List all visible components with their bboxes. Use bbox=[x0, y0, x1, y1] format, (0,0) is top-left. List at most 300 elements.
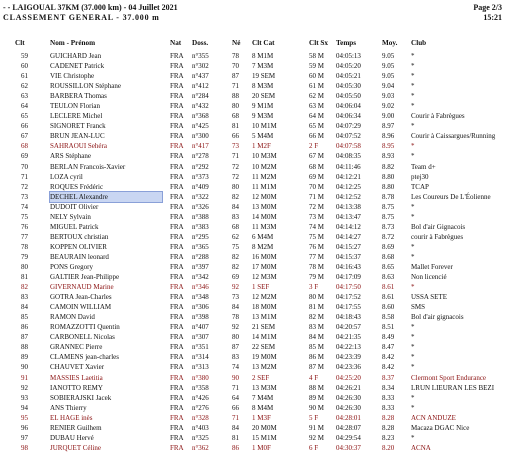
cell-club: * bbox=[411, 403, 415, 412]
cell-bib: n°314 bbox=[192, 353, 209, 362]
table-row bbox=[0, 242, 512, 252]
cell-cat-rank: 2 SEF bbox=[252, 373, 270, 382]
cell-name: EL HAGE inès bbox=[50, 413, 93, 422]
table-row bbox=[0, 413, 512, 423]
cell-nat: FRA bbox=[170, 122, 184, 131]
cell-club: * bbox=[411, 242, 415, 251]
cell-born: 87 bbox=[232, 343, 239, 352]
table-row bbox=[0, 302, 512, 312]
cell-name: GALTIER Jean-Philippe bbox=[50, 273, 120, 282]
cell-nat: FRA bbox=[170, 112, 184, 121]
cell-born: 62 bbox=[232, 232, 239, 241]
cell-name: VIE Christophe bbox=[50, 72, 95, 81]
cell-rank: 97 bbox=[21, 433, 28, 442]
cell-rank: 74 bbox=[21, 202, 28, 211]
cell-time: 04:21:35 bbox=[336, 333, 361, 342]
cell-name: NELY Sylvain bbox=[50, 212, 91, 221]
cell-rank: 64 bbox=[21, 102, 28, 111]
cell-cat-rank: 12 M0M bbox=[252, 192, 277, 201]
cell-speed: 8.23 bbox=[382, 433, 395, 442]
cell-born: 82 bbox=[232, 192, 239, 201]
cell-speed: 8.28 bbox=[382, 413, 395, 422]
cell-born: 80 bbox=[232, 102, 239, 111]
cell-sex-rank: 79 M bbox=[309, 273, 324, 282]
col-cat: Clt Cat bbox=[252, 39, 275, 47]
cell-rank: 86 bbox=[21, 323, 28, 332]
cell-club: Courir à Fabrègues bbox=[411, 112, 465, 121]
cell-speed: 8.49 bbox=[382, 333, 395, 342]
cell-name: ROMAZZOTTI Quentin bbox=[50, 323, 120, 332]
cell-club: USSA SETE bbox=[411, 293, 447, 302]
cell-time: 04:05:21 bbox=[336, 72, 361, 81]
cell-sex-rank: 75 M bbox=[309, 232, 324, 241]
cell-born: 82 bbox=[232, 252, 239, 261]
cell-time: 04:17:50 bbox=[336, 283, 361, 292]
cell-born: 80 bbox=[232, 182, 239, 191]
cell-time: 04:26:30 bbox=[336, 403, 361, 412]
cell-bib: n°380 bbox=[192, 373, 209, 382]
cell-rank: 77 bbox=[21, 232, 28, 241]
cell-born: 68 bbox=[232, 222, 239, 231]
table-row bbox=[0, 51, 512, 61]
cell-sex-rank: 83 M bbox=[309, 323, 324, 332]
col-club: Club bbox=[411, 39, 427, 47]
cell-bib: n°437 bbox=[192, 72, 209, 81]
cell-born: 90 bbox=[232, 373, 239, 382]
cell-speed: 8.80 bbox=[382, 182, 395, 191]
cell-speed: 9.05 bbox=[382, 52, 395, 60]
table-row bbox=[0, 182, 512, 192]
cell-speed: 9.05 bbox=[382, 72, 395, 81]
cell-sex-rank: 87 M bbox=[309, 363, 324, 372]
cell-born: 84 bbox=[232, 303, 239, 312]
table-row bbox=[0, 272, 512, 282]
cell-cat-rank: 21 SEM bbox=[252, 323, 276, 332]
cell-rank: 63 bbox=[21, 92, 28, 101]
cell-time: 04:06:34 bbox=[336, 112, 361, 121]
cell-name: GOTRA Jean-Charles bbox=[50, 293, 112, 302]
table-row bbox=[0, 342, 512, 352]
cell-time: 04:12:25 bbox=[336, 182, 361, 191]
table-row bbox=[0, 252, 512, 262]
cell-born: 80 bbox=[232, 333, 239, 342]
cell-nat: FRA bbox=[170, 52, 184, 60]
cell-rank: 70 bbox=[21, 162, 28, 171]
cell-rank: 83 bbox=[21, 293, 28, 302]
cell-speed: 8.47 bbox=[382, 343, 395, 352]
cell-bib: n°426 bbox=[192, 393, 209, 402]
cell-born: 69 bbox=[232, 273, 239, 282]
cell-cat-rank: 6 M4M bbox=[252, 232, 274, 241]
cell-rank: 73 bbox=[21, 192, 28, 201]
cell-cat-rank: 9 M1M bbox=[252, 102, 274, 111]
cell-club: Bol d'air Gignacois bbox=[411, 222, 466, 231]
cell-cat-rank: 14 M0M bbox=[252, 212, 277, 221]
cell-time: 04:15:27 bbox=[336, 242, 361, 251]
cell-club: * bbox=[411, 283, 415, 292]
cell-speed: 8.28 bbox=[382, 423, 395, 432]
print-time: 15:21 bbox=[483, 13, 502, 22]
cell-speed: 9.04 bbox=[382, 82, 395, 91]
cell-sex-rank: 76 M bbox=[309, 242, 324, 251]
cell-born: 66 bbox=[232, 403, 239, 412]
cell-sex-rank: 61 M bbox=[309, 82, 324, 91]
cell-rank: 79 bbox=[21, 252, 28, 261]
cell-club: ACNA bbox=[411, 443, 431, 452]
cell-bib: n°388 bbox=[192, 212, 209, 221]
cell-club: * bbox=[411, 122, 415, 131]
cell-cat-rank: 1 M3F bbox=[252, 413, 271, 422]
cell-cat-rank: 15 M1M bbox=[252, 433, 277, 442]
cell-cat-rank: 20 M0M bbox=[252, 423, 277, 432]
table-row bbox=[0, 121, 512, 131]
cell-name: CADENET Patrick bbox=[50, 62, 105, 71]
cell-bib: n°383 bbox=[192, 222, 209, 231]
cell-rank: 89 bbox=[21, 353, 28, 362]
cell-sex-rank: 78 M bbox=[309, 262, 324, 271]
cell-name: MIGUEL Patrick bbox=[50, 222, 99, 231]
cell-sex-rank: 5 F bbox=[309, 413, 319, 422]
cell-rank: 65 bbox=[21, 112, 28, 121]
cell-nat: FRA bbox=[170, 353, 184, 362]
cell-bib: n°302 bbox=[192, 62, 209, 71]
cell-rank: 75 bbox=[21, 212, 28, 221]
table-row bbox=[0, 322, 512, 332]
cell-speed: 8.72 bbox=[382, 232, 395, 241]
cell-time: 04:17:09 bbox=[336, 273, 361, 282]
cell-club: Courir à Caissargues/Running bbox=[411, 132, 496, 141]
cell-time: 04:07:58 bbox=[336, 142, 361, 151]
cell-nat: FRA bbox=[170, 192, 184, 201]
cell-name: ROUSSILLON Stéphane bbox=[50, 82, 121, 91]
cell-nat: FRA bbox=[170, 413, 184, 422]
cell-born: 84 bbox=[232, 423, 239, 432]
cell-cat-rank: 12 M3M bbox=[252, 273, 277, 282]
cell-speed: 8.51 bbox=[382, 323, 395, 332]
cell-bib: n°355 bbox=[192, 52, 209, 60]
race-title: - - LAIGOUAL 37KM (37.000 km) - 04 Juillet 2021 bbox=[3, 3, 178, 12]
cell-bib: n°346 bbox=[192, 283, 209, 292]
cell-rank: 82 bbox=[21, 283, 28, 292]
cell-bib: n°295 bbox=[192, 232, 209, 241]
table-row bbox=[0, 192, 512, 202]
cell-speed: 9.03 bbox=[382, 92, 395, 101]
cell-sex-rank: 58 M bbox=[309, 52, 324, 60]
cell-time: 04:07:29 bbox=[336, 122, 361, 131]
cell-nat: FRA bbox=[170, 403, 184, 412]
cell-rank: 62 bbox=[21, 82, 28, 91]
table-row bbox=[0, 373, 512, 383]
cell-bib: n°276 bbox=[192, 403, 209, 412]
cell-time: 04:23:36 bbox=[336, 363, 361, 372]
cell-sex-rank: 92 M bbox=[309, 433, 324, 442]
cell-club: TCAP bbox=[411, 182, 429, 191]
cell-club: SMS bbox=[411, 303, 426, 312]
cell-sex-rank: 64 M bbox=[309, 112, 324, 121]
cell-speed: 8.65 bbox=[382, 262, 395, 271]
cell-nat: FRA bbox=[170, 222, 184, 231]
cell-name: LOZA cyril bbox=[50, 172, 83, 181]
cell-sex-rank: 85 M bbox=[309, 343, 324, 352]
cell-bib: n°417 bbox=[192, 142, 209, 151]
cell-bib: n°373 bbox=[192, 172, 209, 181]
cell-bib: n°398 bbox=[192, 313, 209, 322]
cell-name: CLAMENS jean-charles bbox=[50, 353, 120, 362]
cell-club: * bbox=[411, 393, 415, 402]
cell-nat: FRA bbox=[170, 293, 184, 302]
cell-rank: 87 bbox=[21, 333, 28, 342]
cell-club: Mallet Forever bbox=[411, 262, 453, 271]
cell-speed: 8.34 bbox=[382, 383, 395, 392]
cell-time: 04:30:37 bbox=[336, 443, 361, 452]
cell-name: DUDOIT Olivier bbox=[50, 202, 99, 211]
cell-time: 04:14:12 bbox=[336, 222, 361, 231]
cell-club: Non licencié bbox=[411, 273, 447, 282]
cell-nat: FRA bbox=[170, 393, 184, 402]
cell-born: 82 bbox=[232, 262, 239, 271]
cell-bib: n°403 bbox=[192, 423, 209, 432]
cell-rank: 59 bbox=[21, 52, 28, 60]
table-row bbox=[0, 332, 512, 342]
column-header-row bbox=[0, 37, 512, 49]
col-clt: Clt bbox=[15, 39, 25, 47]
cell-club: * bbox=[411, 323, 415, 332]
table-row bbox=[0, 383, 512, 393]
cell-rank: 88 bbox=[21, 343, 28, 352]
table-row bbox=[0, 222, 512, 232]
cell-cat-rank: 18 M0M bbox=[252, 303, 277, 312]
table-row bbox=[0, 212, 512, 222]
cell-cat-rank: 5 M4M bbox=[252, 132, 274, 141]
cell-speed: 8.63 bbox=[382, 273, 395, 282]
table-row bbox=[0, 282, 512, 292]
cell-speed: 8.37 bbox=[382, 373, 395, 382]
cell-speed: 8.96 bbox=[382, 132, 395, 141]
cell-time: 04:29:54 bbox=[336, 433, 361, 442]
cell-born: 74 bbox=[232, 363, 239, 372]
cell-sex-rank: 4 F bbox=[309, 373, 319, 382]
cell-name: ARS Stéphane bbox=[50, 152, 92, 161]
cell-sex-rank: 77 M bbox=[309, 252, 324, 261]
cell-club: * bbox=[411, 333, 415, 342]
cell-born: 88 bbox=[232, 92, 239, 101]
cell-cat-rank: 19 M0M bbox=[252, 353, 277, 362]
cell-nat: FRA bbox=[170, 252, 184, 261]
cell-rank: 61 bbox=[21, 72, 28, 81]
cell-name: IANOTTO REMY bbox=[50, 383, 103, 392]
cell-bib: n°368 bbox=[192, 112, 209, 121]
cell-cat-rank: 11 M1M bbox=[252, 182, 277, 191]
cell-born: 71 bbox=[232, 82, 239, 91]
cell-cat-rank: 9 M3M bbox=[252, 112, 274, 121]
cell-bib: n°358 bbox=[192, 383, 209, 392]
cell-rank: 67 bbox=[21, 132, 28, 141]
cell-time: 04:18:43 bbox=[336, 313, 361, 322]
table-row bbox=[0, 162, 512, 172]
cell-sex-rank: 91 M bbox=[309, 423, 324, 432]
cell-time: 04:22:13 bbox=[336, 343, 361, 352]
cell-speed: 9.02 bbox=[382, 102, 395, 111]
table-row bbox=[0, 262, 512, 272]
cell-time: 04:05:50 bbox=[336, 92, 361, 101]
cell-speed: 8.61 bbox=[382, 293, 395, 302]
cell-cat-rank: 11 M2M bbox=[252, 172, 277, 181]
table-row bbox=[0, 423, 512, 433]
cell-speed: 8.58 bbox=[382, 313, 395, 322]
col-sx: Clt Sx bbox=[309, 39, 328, 47]
cell-time: 04:20:57 bbox=[336, 323, 361, 332]
cell-cat-rank: 7 M3M bbox=[252, 62, 274, 71]
cell-sex-rank: 90 M bbox=[309, 403, 324, 412]
cell-bib: n°362 bbox=[192, 443, 209, 452]
cell-born: 68 bbox=[232, 112, 239, 121]
cell-name: RENIER Guilhem bbox=[50, 423, 102, 432]
table-row bbox=[0, 141, 512, 151]
cell-born: 71 bbox=[232, 383, 239, 392]
cell-sex-rank: 81 M bbox=[309, 303, 324, 312]
cell-name: LECLERE Michel bbox=[50, 112, 103, 121]
cell-cat-rank: 1 M0F bbox=[252, 443, 271, 452]
cell-rank: 69 bbox=[21, 152, 28, 161]
cell-cat-rank: 17 M0M bbox=[252, 262, 277, 271]
cell-name: SAHRAOUI Sehéra bbox=[50, 142, 107, 151]
cell-time: 04:12:52 bbox=[336, 192, 361, 201]
cell-sex-rank: 68 M bbox=[309, 162, 324, 171]
cell-speed: 9.05 bbox=[382, 62, 395, 71]
cell-bib: n°351 bbox=[192, 343, 209, 352]
table-row bbox=[0, 433, 512, 443]
cell-bib: n°288 bbox=[192, 252, 209, 261]
cell-born: 71 bbox=[232, 152, 239, 161]
cell-sex-rank: 2 F bbox=[309, 142, 319, 151]
cell-club: Macaza DGAC Nice bbox=[411, 423, 470, 432]
cell-nat: FRA bbox=[170, 142, 184, 151]
cell-sex-rank: 73 M bbox=[309, 212, 324, 221]
cell-cat-rank: 20 SEM bbox=[252, 92, 276, 101]
cell-nat: FRA bbox=[170, 363, 184, 372]
cell-club: * bbox=[411, 52, 415, 60]
cell-name: CHAUVET Xavier bbox=[50, 363, 105, 372]
cell-bib: n°322 bbox=[192, 192, 209, 201]
table-row bbox=[0, 202, 512, 212]
cell-born: 66 bbox=[232, 132, 239, 141]
cell-club: * bbox=[411, 433, 415, 442]
cell-nat: FRA bbox=[170, 92, 184, 101]
cell-nat: FRA bbox=[170, 313, 184, 322]
cell-name: SIGNORET Franck bbox=[50, 122, 106, 131]
cell-sex-rank: 67 M bbox=[309, 152, 324, 161]
cell-club: courir à Fabrègues bbox=[411, 232, 464, 241]
cell-rank: 93 bbox=[21, 393, 28, 402]
table-row bbox=[0, 81, 512, 91]
cell-cat-rank: 13 M0M bbox=[252, 202, 277, 211]
cell-club: Les Coureurs De L'Éolienne bbox=[411, 192, 491, 201]
cell-cat-rank: 7 M4M bbox=[252, 393, 274, 402]
cell-speed: 8.60 bbox=[382, 303, 395, 312]
cell-name: BARBERA Thomas bbox=[50, 92, 107, 101]
cell-club: * bbox=[411, 142, 415, 151]
cell-club: * bbox=[411, 62, 415, 71]
cell-cat-rank: 8 M4M bbox=[252, 403, 274, 412]
cell-nat: FRA bbox=[170, 283, 184, 292]
table-row bbox=[0, 403, 512, 413]
cell-born: 73 bbox=[232, 142, 239, 151]
cell-club: * bbox=[411, 92, 415, 101]
cell-speed: 8.95 bbox=[382, 142, 395, 151]
cell-speed: 8.20 bbox=[382, 443, 395, 452]
col-moy: Moy. bbox=[382, 39, 398, 47]
cell-sex-rank: 88 M bbox=[309, 383, 324, 392]
cell-nat: FRA bbox=[170, 343, 184, 352]
cell-nat: FRA bbox=[170, 232, 184, 241]
cell-name: KOPPEN OLIVIER bbox=[50, 242, 107, 251]
cell-sex-rank: 80 M bbox=[309, 293, 324, 302]
cell-cat-rank: 22 SEM bbox=[252, 343, 276, 352]
cell-sex-rank: 70 M bbox=[309, 182, 324, 191]
cell-born: 70 bbox=[232, 62, 239, 71]
page-number: Page 2/3 bbox=[473, 3, 502, 12]
table-row bbox=[0, 91, 512, 101]
cell-rank: 66 bbox=[21, 122, 28, 131]
cell-nat: FRA bbox=[170, 132, 184, 141]
cell-name: RAMON David bbox=[50, 313, 95, 322]
cell-cat-rank: 10 M2M bbox=[252, 162, 277, 171]
table-row bbox=[0, 71, 512, 81]
cell-name: TEULON Florian bbox=[50, 102, 100, 111]
cell-time: 04:05:20 bbox=[336, 62, 361, 71]
cell-sex-rank: 71 M bbox=[309, 192, 324, 201]
cell-cat-rank: 13 M2M bbox=[252, 363, 277, 372]
cell-sex-rank: 62 M bbox=[309, 92, 324, 101]
cell-rank: 95 bbox=[21, 413, 28, 422]
cell-rank: 84 bbox=[21, 303, 28, 312]
cell-name: GUICHARD Jean bbox=[50, 52, 102, 60]
cell-sex-rank: 69 M bbox=[309, 172, 324, 181]
cell-speed: 8.33 bbox=[382, 393, 395, 402]
col-doss: Doss. bbox=[192, 39, 209, 47]
cell-born: 92 bbox=[232, 323, 239, 332]
table-row bbox=[0, 61, 512, 71]
cell-born: 87 bbox=[232, 72, 239, 81]
cell-name: DUBAU Hervé bbox=[50, 433, 94, 442]
cell-time: 04:17:52 bbox=[336, 293, 361, 302]
cell-bib: n°292 bbox=[192, 162, 209, 171]
table-row bbox=[0, 101, 512, 111]
cell-bib: n°307 bbox=[192, 333, 209, 342]
cell-born: 81 bbox=[232, 122, 239, 131]
cell-sex-rank: 84 M bbox=[309, 333, 324, 342]
cell-sex-rank: 86 M bbox=[309, 353, 324, 362]
cell-name: SOBIERAJSKI Jacek bbox=[50, 393, 112, 402]
cell-bib: n°326 bbox=[192, 202, 209, 211]
cell-speed: 8.75 bbox=[382, 202, 395, 211]
cell-time: 04:26:21 bbox=[336, 383, 361, 392]
cell-cat-rank: 19 SEM bbox=[252, 72, 276, 81]
cell-cat-rank: 14 M1M bbox=[252, 333, 277, 342]
cell-club: * bbox=[411, 72, 415, 81]
table-row bbox=[0, 443, 512, 453]
cell-rank: 96 bbox=[21, 423, 28, 432]
cell-cat-rank: 13 M1M bbox=[252, 313, 277, 322]
cell-nat: FRA bbox=[170, 162, 184, 171]
cell-time: 04:13:47 bbox=[336, 212, 361, 221]
cell-name: ANS Thierry bbox=[50, 403, 87, 412]
cell-time: 04:16:43 bbox=[336, 262, 361, 271]
cell-born: 73 bbox=[232, 293, 239, 302]
cell-club: * bbox=[411, 152, 415, 161]
cell-name: ROQUES Frédéric bbox=[50, 182, 104, 191]
cell-sex-rank: 66 M bbox=[309, 132, 324, 141]
